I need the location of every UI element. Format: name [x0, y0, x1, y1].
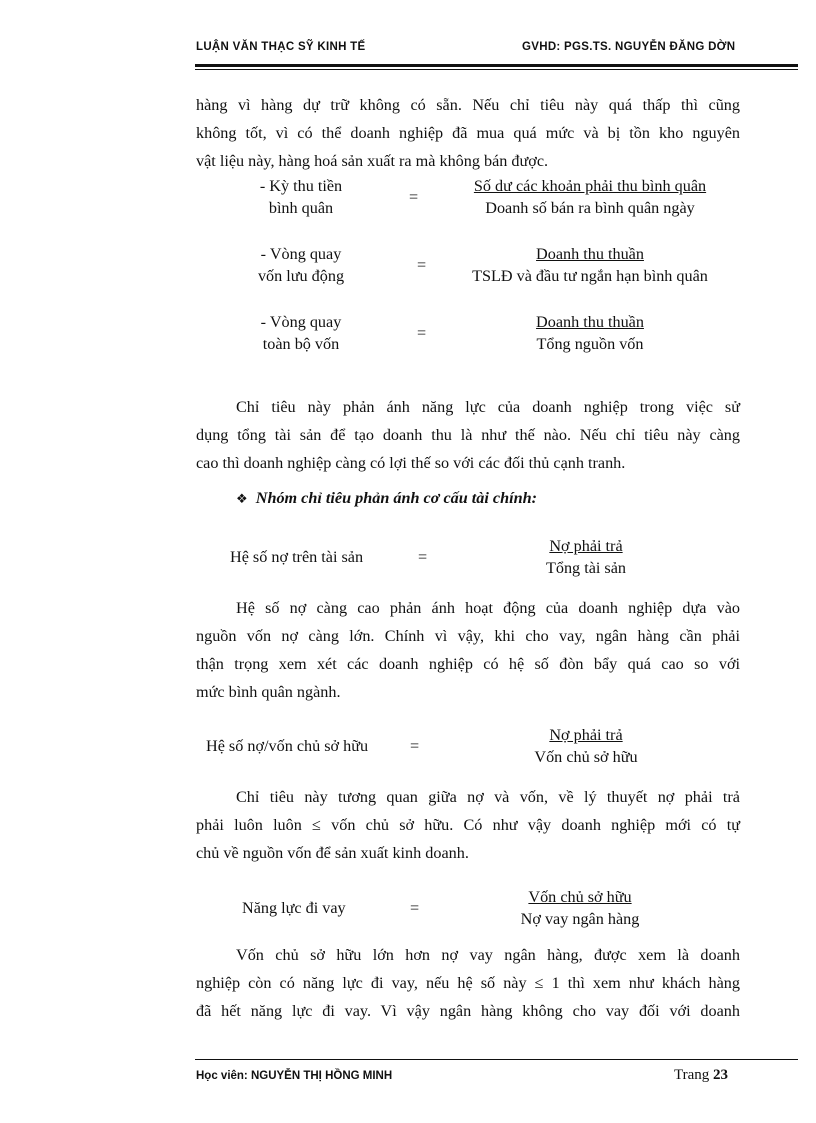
formula-receivable-days-fraction — [440, 175, 740, 219]
formula-debt-to-assets-fraction — [486, 535, 686, 579]
text-line: nghiệp còn có năng lực đi vay, nếu hệ số này ≤ 1 thì xem như khách hàng — [196, 974, 740, 992]
fraction-numerator: Doanh thu thuần — [536, 245, 644, 263]
paragraph-borrowing-capacity — [196, 941, 740, 1025]
formula-borrowing-capacity-label: Năng lực đi vay — [242, 899, 346, 917]
text-line: nguồn vốn nợ càng lớn. Chính vì vậy, khi cho vay, ngân hàng cần phải — [196, 627, 740, 645]
fraction-numerator: Nợ phải trả — [549, 537, 623, 555]
footer-student: Học viên: NGUYỄN THỊ HỒNG MINH — [196, 1070, 393, 1082]
header-advisor: GVHD: PGS.TS. NGUYỄN ĐĂNG DỜN — [522, 41, 736, 53]
fraction-denominator: Tổng tài sản — [545, 559, 627, 577]
formula-debt-to-equity-fraction — [486, 724, 686, 768]
text-line: cao thì doanh nghiệp càng có lợi thế so với các đối thủ cạnh tranh. — [196, 454, 626, 472]
header-rule-thick — [195, 64, 798, 67]
section-heading-text: Nhóm chỉ tiêu phản ánh cơ cấu tài chính: — [255, 489, 537, 507]
formula-working-capital-turnover-fraction — [440, 243, 740, 287]
formula-borrowing-capacity-fraction — [480, 886, 680, 930]
equals-sign: = — [417, 324, 427, 342]
formula-label-line: toàn bộ vốn — [262, 335, 340, 353]
header-rule-thin — [195, 69, 798, 70]
formula-label-line: - Vòng quay — [260, 313, 342, 331]
equals-sign: = — [417, 256, 427, 274]
equals-sign: = — [418, 548, 428, 566]
fraction-denominator: Doanh số bán ra bình quân ngày — [485, 199, 695, 217]
formula-receivable-days-label — [236, 175, 366, 219]
text-line: vật liệu này, hàng hoá sản xuất ra mà không bán được. — [196, 152, 549, 170]
paragraph-asset-usage — [196, 393, 740, 477]
text-line: Chỉ tiêu này tương quan giữa nợ và vốn, về lý thuyết nợ phải trả — [236, 788, 740, 806]
text-line: dụng tổng tài sản để tạo doanh thu là như thế nào. Nếu chỉ tiêu này càng — [196, 426, 740, 444]
fraction-numerator: Nợ phải trả — [549, 726, 623, 744]
equals-sign: = — [410, 899, 420, 917]
formula-label-line: vốn lưu động — [257, 267, 345, 285]
page-number: 23 — [713, 1067, 729, 1083]
bullet-icon: ❖ — [236, 492, 248, 507]
formula-total-capital-turnover-label — [236, 311, 366, 355]
formula-label-line: - Vòng quay — [260, 245, 342, 263]
fraction-numerator: Số dư các khoản phải thu bình quân — [473, 177, 707, 195]
text-line: Vốn chủ sở hữu lớn hơn nợ vay ngân hàng, được xem là doanh — [236, 946, 740, 964]
paragraph-debt-equity — [196, 783, 740, 867]
equals-sign: = — [410, 737, 420, 755]
text-line: chủ về nguồn vốn để sản xuất kinh doanh. — [196, 844, 469, 862]
text-line: Chỉ tiêu này phản ánh năng lực của doanh nghiệp trong việc sử — [236, 398, 740, 416]
text-line: không tốt, vì có thể doanh nghiệp đã mua quá mức và bị tồn kho nguyên — [196, 124, 740, 142]
equals-sign: = — [409, 188, 419, 206]
footer-page-number — [674, 1067, 728, 1084]
text-line: Hệ số nợ càng cao phản ánh hoạt động của doanh nghiệp dựa vào — [236, 599, 740, 617]
fraction-denominator: Tổng nguồn vốn — [536, 335, 644, 353]
formula-total-capital-turnover-fraction — [440, 311, 740, 355]
header-thesis-title: LUẬN VĂN THẠC SỸ KINH TẾ — [196, 41, 366, 53]
fraction-denominator: Vốn chủ sở hữu — [534, 748, 638, 766]
text-line: đã hết năng lực đi vay. Vì vậy ngân hàng không cho vay đối với doanh — [196, 1002, 740, 1020]
formula-label-line: bình quân — [268, 199, 334, 217]
fraction-denominator: TSLĐ và đầu tư ngắn hạn bình quân — [472, 267, 708, 285]
fraction-numerator: Doanh thu thuần — [536, 313, 644, 331]
footer-rule — [195, 1059, 798, 1060]
page-label: Trang — [674, 1067, 710, 1083]
text-line: thận trọng xem xét các doanh nghiệp có hệ số đòn bẩy quá cao so với — [196, 655, 740, 673]
text-line: mức bình quân ngành. — [196, 683, 341, 701]
formula-working-capital-turnover-label — [236, 243, 366, 287]
paragraph-debt-ratio — [196, 594, 740, 706]
fraction-numerator: Vốn chủ sở hữu — [528, 888, 632, 906]
text-line: phải luôn luôn ≤ vốn chủ sở hữu. Có như vậy doanh nghiệp mới có tự — [196, 816, 740, 834]
paragraph-inventory — [196, 91, 740, 175]
formula-debt-to-equity-label: Hệ số nợ/vốn chủ sở hữu — [206, 737, 369, 755]
text-line: hàng vì hàng dự trữ không có sẵn. Nếu chỉ tiêu này quá thấp thì cũng — [196, 96, 740, 114]
formula-label-line: - Kỳ thu tiền — [259, 177, 343, 195]
formula-debt-to-assets-label: Hệ số nợ trên tài sản — [230, 548, 364, 566]
section-heading — [236, 487, 537, 511]
fraction-denominator: Nợ vay ngân hàng — [520, 910, 640, 928]
